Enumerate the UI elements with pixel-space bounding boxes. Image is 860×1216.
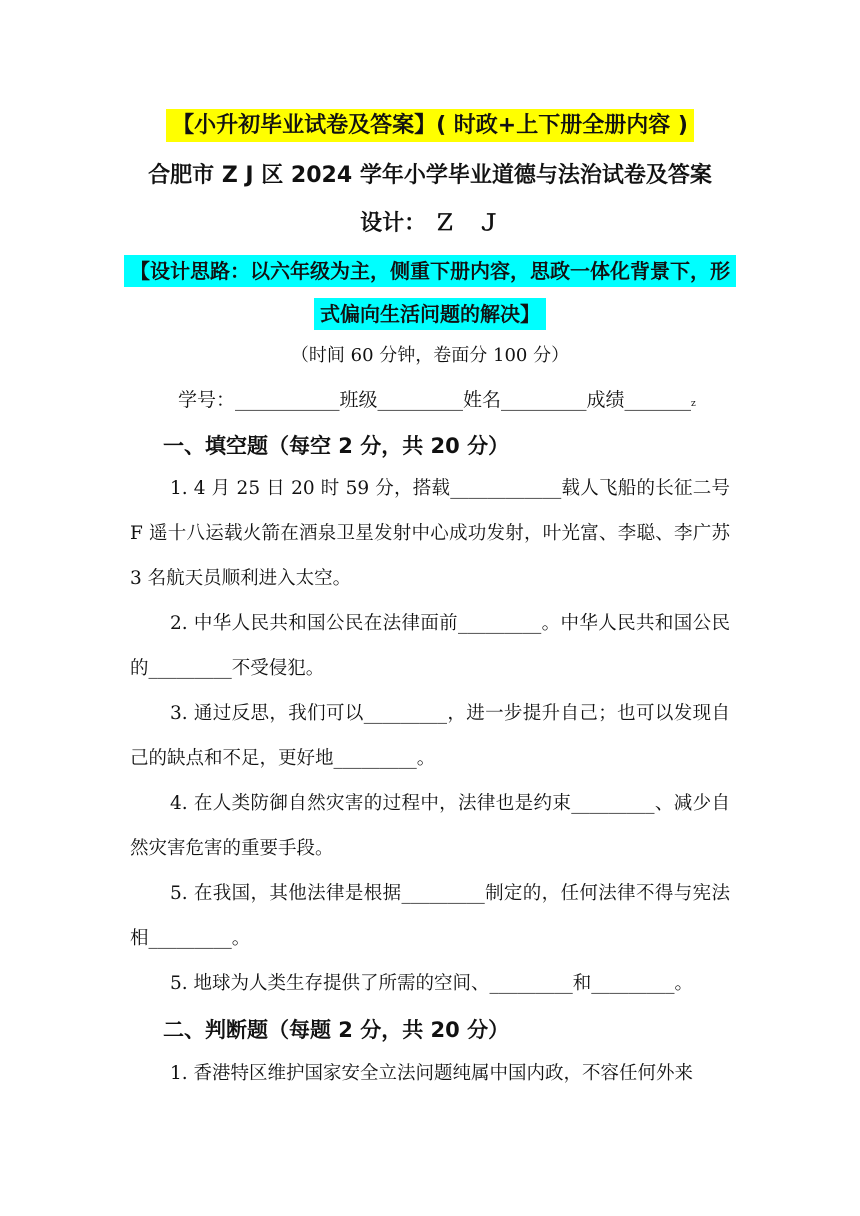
section-2-heading: 二、判断题（每题 2 分，共 20 分）: [163, 1018, 510, 1042]
section-1-heading: 一、填空题（每空 2 分，共 20 分）: [163, 434, 510, 458]
design-idea-line-1: 【设计思路：以六年级为主，侧重下册内容，思政一体化背景下，形: [124, 255, 736, 287]
question-1-3: 3. 通过反思，我们可以_________，进一步提升自己；也可以发现自己的缺点和不足，更好地_________。: [130, 703, 730, 769]
student-info-fields: 学号：___________班级_________姓名_________成绩_______: [178, 389, 692, 411]
designer-line: 设计： Ｚ Ｊ: [360, 211, 500, 236]
student-info-mark: z: [691, 399, 696, 409]
design-idea-line-2: 式偏向生活问题的解决】: [314, 298, 546, 330]
question-1-2: 2. 中华人民共和国公民在法律面前_________。中华人民共和国公民的_________不受侵犯。: [130, 613, 730, 679]
student-info: [178, 385, 778, 412]
design-idea-row-2: [0, 298, 860, 327]
exam-title: 【小升初毕业试卷及答案】( 时政+上下册全册内容 ): [166, 109, 694, 142]
question-2-1: 1. 香港特区维护国家安全立法问题纯属中国内政，不容任何外来: [170, 1063, 694, 1084]
question-1-5: 5. 在我国，其他法律是根据_________制定的，任何法律不得与宪法相_________。: [130, 883, 730, 949]
title-row: [0, 108, 860, 139]
question-1-1: 1. 4 月 25 日 20 时 59 分，搭载____________载人飞船的长征二号 F 遥十八运载火箭在酒泉卫星发射中心成功发射，叶光富、李聪、李广苏 3 名航天员顺利进入太空。: [130, 478, 730, 589]
exam-subtitle: 合肥市 Z J 区 2024 学年小学毕业道德与法治试卷及答案: [148, 163, 712, 188]
time-note: （时间 60 分钟，卷面分 100 分）: [290, 345, 570, 366]
design-idea-row-1: [0, 255, 860, 284]
question-1-4: 4. 在人类防御自然灾害的过程中，法律也是约束_________、减少自然灾害危害的重要手段。: [130, 793, 730, 859]
question-1-6: 5. 地球为人类生存提供了所需的空间、_________和_________。: [170, 973, 694, 994]
